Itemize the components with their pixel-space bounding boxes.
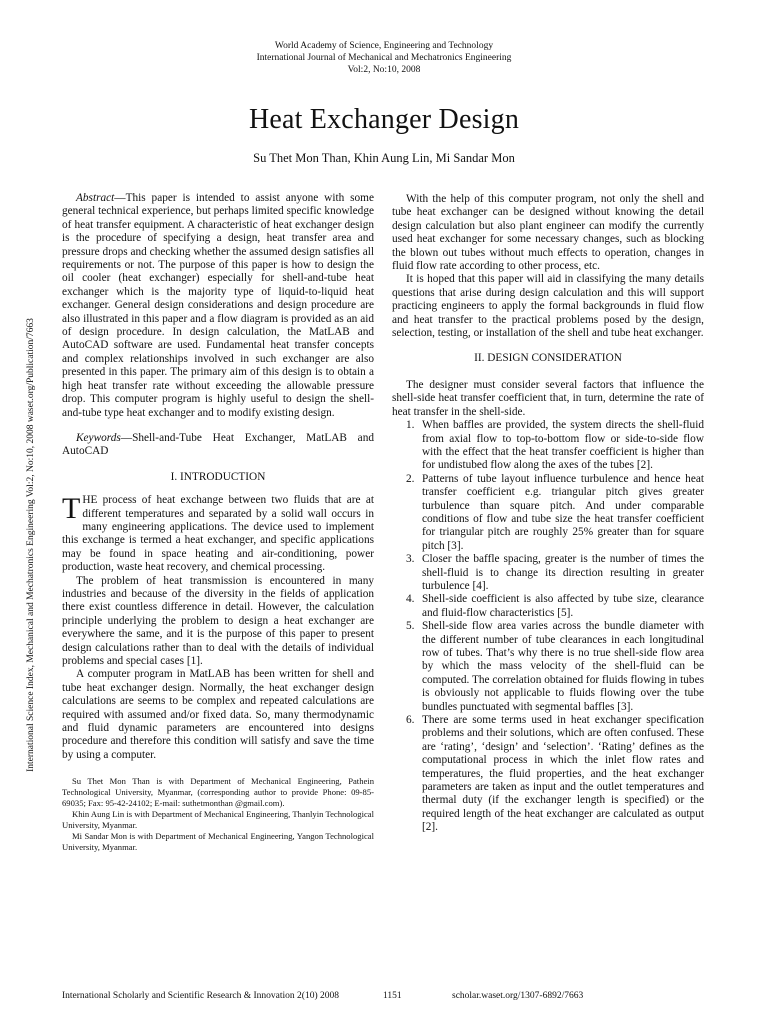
footer-page-number: 1151: [383, 991, 402, 1001]
section-heading-introduction: I. INTRODUCTION: [170, 470, 266, 483]
list-item-text: Shell-side coefficient is also affected by tube size, clearance and fluid-flow characteristics [5].: [422, 593, 704, 619]
list-item: [392, 473, 704, 553]
footnote: Su Thet Mon Than is with Department of Mechanical Engineering, Pathein Technological University, Myanmar, (corresponding author to provide Phone: 09-85-69035; Fax: 95-42-24102; E-mail: suthetmonthan @gmail.com).: [62, 776, 374, 809]
list-item-text: There are some terms used in heat exchanger specification problems and their solutions, which are often confused. These are ‘rating’, ‘design’ and ‘selection’. ‘Rating’ defines as the computational process in which the inlet flow rates and temperatures, the fluid properties, and the heat exchanger parameters are taken as input and the outlet temperatures and thermal duty (if the exchanger length is specified) or the required length of the heat exchanger are calculated as output [2].: [422, 714, 704, 834]
list-item-number: 3.: [406, 553, 415, 566]
list-item: [392, 593, 704, 620]
keywords-text: —Shell-and-Tube Heat Exchanger, MatLAB and AutoCAD: [62, 431, 374, 458]
paper-title: Heat Exchanger Design: [248, 104, 520, 135]
list-item-number: 4.: [406, 593, 415, 606]
list-item: [392, 714, 704, 835]
footnote: Khin Aung Lin is with Department of Mechanical Engineering, Thanlyin Technological University, Myanmar.: [62, 809, 374, 831]
list-item-number: 2.: [406, 472, 415, 485]
right-paragraph-1: With the help of this computer program, not only the shell and tube heat exchanger can be designed without knowing the detail design calculation but also plant engineer can modify the currently used heat exchanger for some necessary changes, such as blocking the blown out tubes without much effects to operation, changes in fluid flow rate according to other process, etc.: [392, 193, 704, 273]
journal-header: [0, 40, 768, 76]
footnote: Mi Sandar Mon is with Department of Mechanical Engineering, Yangon Technological University, Myanmar.: [62, 831, 374, 853]
right-paragraph-3: The designer must consider several factors that influence the shell-side heat transfer coefficient that, in turn, determine the rate of heat transfer in the shell-side.: [392, 378, 704, 418]
right-paragraph-2: It is hoped that this paper will aid in classifying the many details questions that arise during design calculation and this will support practicing engineers to apply the formal backgrounds in fluid flow and heat transfer to the practical problems posed by the design, selection, testing, or installation of the shell and tube heat exchanger.: [392, 273, 704, 340]
journal-header-line1: World Academy of Science, Engineering and Technology: [274, 41, 494, 51]
list-item-text: Closer the baffle spacing, greater is the number of times the shell-fluid is to change its direction resulting in greater turbulence [4].: [422, 553, 704, 592]
author-footnotes: [62, 776, 374, 853]
intro-paragraph-1: [62, 494, 374, 574]
side-margin-note-text: International Science Index, Mechanical and Mechatronics Engineering Vol:2, No:10, 2008 waset.org/Publication/7663: [26, 318, 36, 772]
list-item: [392, 419, 704, 473]
journal-header-line3: Vol:2, No:10, 2008: [347, 65, 421, 75]
journal-header-line2: International Journal of Mechanical and Mechatronics Engineering: [256, 53, 512, 63]
section-heading-design-consideration: II. DESIGN CONSIDERATION: [474, 352, 622, 365]
list-item-number: 6.: [406, 714, 415, 727]
drop-cap: T: [62, 492, 81, 526]
footer-url[interactable]: scholar.waset.org/1307-6892/7663: [452, 991, 584, 1001]
right-column: [392, 193, 704, 835]
abstract-text: —This paper is intended to assist anyone with some general technical experience, but perhaps limited specific knowledge of heat transfer equipment. A characteristic of heat exchanger design is the procedure of specifying a design, heat transfer area and pressure drops and checking whether the assumed design satisfies all requirements or not. The purpose of this paper is how to design the oil cooler (heat exchanger) especially for shell-and-tube heat exchanger which is the majority type of liquid-to-liquid heat exchanger. General design considerations and design procedure are also illustrated in this paper and a flow diagram is provided as an aid of design procedure. In design calculation, the MatLAB and AutoCAD software are used. Fundamental heat transfer concepts and complex relationships involved in such exchanger are also presented in this paper. The primary aim of this design is to obtain a high heat transfer rate without exceeding the allowable pressure drop. This computer program is highly useful to design the shell-and-tube type heat exchanger and to modify existing design.: [62, 192, 374, 419]
list-item-text: Patterns of tube layout influence turbulence and hence heat transfer coefficient e.g. triangular pitch gives greater turbulence than square pitch. And under comparable conditions of flow and tube size the heat transfer coefficient for triangular pitch are roughly 25% greater than for square pitch [3].: [422, 472, 704, 552]
list-item-text: Shell-side flow area varies across the bundle diameter with the different number of tube clearances in each longitudinal row of tubes. That’s why there is no true shell-side flow area by which the mass velocity of the shell-fluid can be computed. The correlation obtained for fluids flowing in tubes is obviously not applicable to fluids flowing over the tube bundles punctuated with segmental baffles [3].: [422, 620, 704, 713]
footer-publisher: International Scholarly and Scientific Research & Innovation 2(10) 2008: [62, 991, 340, 1001]
intro-paragraph-2: The problem of heat transmission is encountered in many industries and because of the diversity in the fields of application there exist countless difference in detail. However, the calculation principle underlying the problem to design a heat exchanger are everywhere the same, and it is the purpose of this paper to present design calculations rather than to deal with the details of individual problems and special cases [1].: [62, 574, 374, 667]
paper-authors: Su Thet Mon Than, Khin Aung Lin, Mi Sandar Mon: [253, 151, 515, 165]
list-item-number: 5.: [406, 620, 415, 633]
design-factors-list: [392, 419, 704, 835]
intro-paragraph-3: A computer program in MatLAB has been written for shell and tube heat exchanger design. Normally, the heat exchanger design calculations are seems to be complex and repeated calculations are required with assumed and/or fixed data. So, many thermodynamic and fluid dynamic parameters are encountered into designs procedure and therefore this condition will satisfy and save the time by using a computer.: [62, 668, 374, 761]
keywords: [62, 432, 374, 459]
side-margin-note: [22, 300, 40, 790]
list-item: [392, 620, 704, 714]
abstract-label: Abstract: [76, 192, 115, 204]
intro-paragraph-1-text: HE process of heat exchange between two fluids that are at different temperatures and separated by a solid wall occurs in many engineering applications. The device used to implement this exchange is termed a heat exchanger, and specific applications may be found in space heating and air-conditioning, power production, waste heat recovery, and chemical processing.: [62, 494, 374, 574]
keywords-label: Keywords: [76, 431, 121, 444]
list-item: [392, 553, 704, 593]
list-item-text: When baffles are provided, the system directs the shell-fluid from axial flow to top-to-bottom flow or side-to-side flow with the effect that the heat transfer coefficient is higher than for undistubed flow along the axes of the tubes [2].: [422, 419, 704, 472]
left-column: [62, 192, 374, 853]
abstract: [62, 192, 374, 420]
list-item-number: 1.: [406, 419, 415, 432]
